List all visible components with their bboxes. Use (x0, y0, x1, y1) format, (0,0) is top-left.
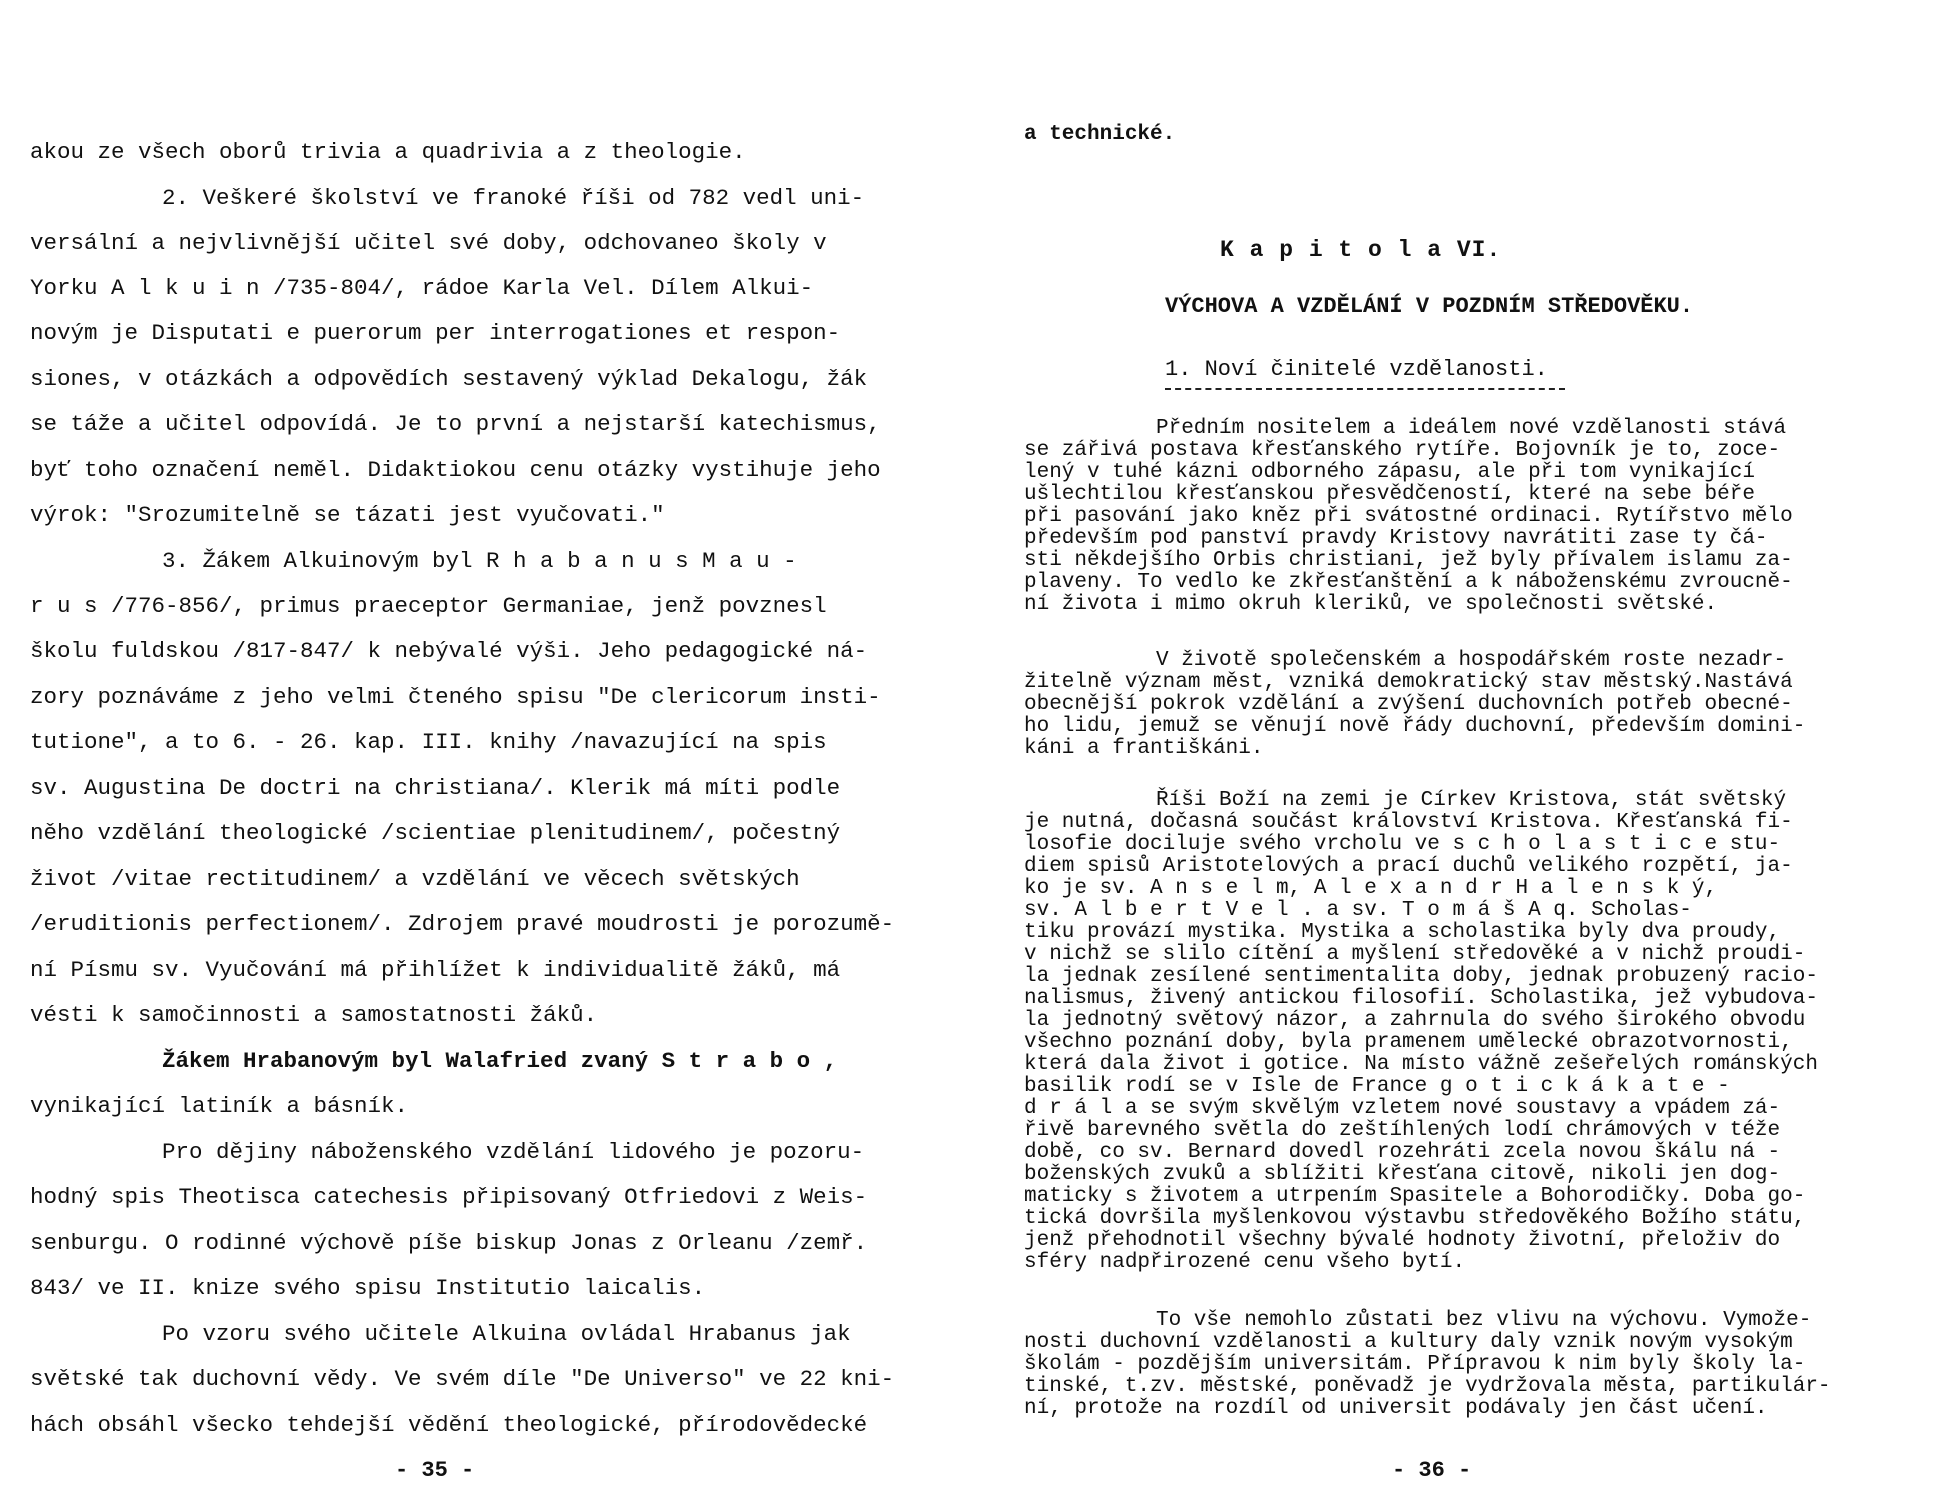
text-line: senburgu. O rodinné výchově píše biskup Jonas z Orleanu /zemř. (30, 1230, 868, 1256)
text-line: Po vzoru svého učitele Alkuina ovládal Hrabanus jak (162, 1321, 851, 1347)
text-line: při pasování jako kněz při svátostné ordinaci. Rytířstvo mělo (1024, 505, 1793, 528)
text-line: nalismus, živený antickou filosofií. Scholastika, jež vybudova- (1024, 987, 1818, 1010)
text-line: zory poznáváme z jeho velmi čteného spisu "De clericorum insti- (30, 684, 881, 710)
text-line: život /vitae rectitudinem/ a vzdělání ve věcech světských (30, 866, 800, 892)
text-line: 2. Veškeré školství ve franoké říši od 782 vedl uni- (162, 185, 865, 211)
text-line: basilik rodí se v Isle de France g o t i c k á k a t e - (1024, 1075, 1730, 1098)
text-line: školám - pozdějším universitám. Přípravou k nim byly školy la- (1024, 1353, 1806, 1376)
text-line: která dala život i gotice. Na místo vážně zešeřelých románských (1024, 1053, 1818, 1076)
text-line: žitelně význam měst, vzniká demokratický stav městský.Nastává (1024, 671, 1793, 694)
text-line: vésti k samočinnosti a samostatnosti žáků. (30, 1002, 598, 1028)
section-heading: 1. Noví činitelé vzdělanosti. (1165, 357, 1548, 382)
text-line: vynikající latiník a básník. (30, 1093, 409, 1119)
text-line: ho lidu, jemuž se věnují nově řády duchovní, především domini- (1024, 715, 1806, 738)
chapter-heading: K a p i t o l a VI. (1220, 237, 1502, 263)
text-line: ní života i mimo okruh kleriků, ve společnosti světské. (1024, 593, 1718, 616)
text-line: versální a nejvlivnější učitel své doby, odchovaneo školy v (30, 230, 827, 256)
text-line: hodný spis Theotisca catechesis připisovaný Otfriedovi z Weis- (30, 1184, 868, 1210)
text-line: novým je Disputati e puerorum per interrogationes et respon- (30, 320, 841, 346)
text-line: 843/ ve II. knize svého spisu Institutio laicalis. (30, 1275, 706, 1301)
text-line: něho vzdělání theologické /scientiae plenitudinem/, počestný (30, 820, 841, 846)
text-line: ušlechtilou křesťanskou přesvědčeností, které na sebe béře (1024, 483, 1755, 506)
text-line: řivě barevného světla do zeštíhlených lodí chrámových v téže (1024, 1119, 1781, 1142)
text-line: a technické. (1024, 123, 1176, 146)
text-line: maticky s životem a utrpením Spasitele a Bohorodičky. Doba go- (1024, 1185, 1806, 1208)
text-line: tutione", a to 6. - 26. kap. III. knihy /navazující na spis (30, 729, 827, 755)
text-line: ní Písmu sv. Vyučování má přihlížet k individualitě žáků, má (30, 957, 841, 983)
text-line: r u s /776-856/, primus praeceptor Germaniae, jenž povznesl (30, 593, 827, 619)
page-number: - 36 - (1392, 1458, 1472, 1483)
text-line: hách obsáhl všecko tehdejší vědění theologické, přírodovědecké (30, 1412, 868, 1438)
text-line: školu fuldskou /817-847/ k nebývalé výši. Jeho pedagogické ná- (30, 638, 868, 664)
text-line: se táže a učitel odpovídá. Je to první a nejstarší katechismus, (30, 411, 881, 437)
text-line: la jednak zesílené sentimentalita doby, jednak probuzený racio- (1024, 965, 1818, 988)
text-line: jenž přehodnotil všechny bývalé hodnoty životní, přeloživ do (1024, 1229, 1781, 1252)
text-line: tiku provází mystika. Mystika a scholastika byly dva proudy, (1024, 921, 1781, 944)
chapter-title: VÝCHOVA A VZDĚLÁNÍ V POZDNÍM STŘEDOVĚKU. (1165, 294, 1694, 319)
text-line: sti někdejšího Orbis christiani, jež byly přívalem islamu za- (1024, 549, 1793, 572)
text-line: ní, protože na rozdíl od universit podávaly jen část učení. (1024, 1397, 1768, 1420)
text-line: siones, v otázkách a odpovědích sestavený výklad Dekalogu, žák (30, 366, 868, 392)
page-number: - 35 - (395, 1458, 475, 1483)
text-line: sv. A l b e r t V e l . a sv. T o m á š A q. Scholas- (1024, 899, 1692, 922)
text-line: především pod panství pravdy Kristovy navrátiti zase ty čá- (1024, 527, 1768, 550)
text-line: obecnější pokrok vzdělání a zvýšení duchovních potřeb obecné- (1024, 693, 1793, 716)
text-line: lený v tuhé kázni odborného zápasu, ale při tom vynikající (1024, 461, 1755, 484)
text-line: Říši Boží na zemi je Církev Kristova, stát světský (1156, 789, 1787, 812)
text-line: To vše nemohlo zůstati bez vlivu na výchovu. Vymože- (1156, 1309, 1812, 1332)
text-line: všechno poznání doby, byla pramenem umělecké obrazotvornosti, (1024, 1031, 1793, 1054)
text-line: Yorku A l k u i n /735-804/, rádoe Karla Vel. Dílem Alkui- (30, 275, 814, 301)
text-line: Pro dějiny náboženského vzdělání lidového je pozoru- (162, 1139, 865, 1165)
text-line: je nutná, dočasná součást království Kristova. Křesťanská fi- (1024, 811, 1793, 834)
text-line: tická dovršila myšlenkovou výstavbu středověkého Božího státu, (1024, 1207, 1806, 1230)
text-line: losofie dociluje svého vrcholu ve s c h o l a s t i c e stu- (1024, 833, 1781, 856)
text-line: /eruditionis perfectionem/. Zdrojem pravé moudrosti je porozumě- (30, 911, 895, 937)
section-divider (1165, 388, 1565, 390)
text-line: nosti duchovní vzdělanosti a kultury daly vznik novým vysokým (1024, 1331, 1793, 1354)
text-line: diem spisů Aristotelových a prací duchů velikého rozpětí, ja- (1024, 855, 1793, 878)
text-line: se zářivá postava křesťanského rytíře. Bojovník je to, zoce- (1024, 439, 1781, 462)
text-line: V životě společenském a hospodářském roste nezadr- (1156, 649, 1787, 672)
text-line: výrok: "Srozumitelně se tázati jest vyučovati." (30, 502, 665, 528)
text-line: sféry nadpřirozené cenu všeho bytí. (1024, 1251, 1466, 1274)
right-page (1000, 0, 1942, 1500)
text-line: plaveny. To vedlo ke zkřesťanštění a k náboženskému zvroucně- (1024, 571, 1793, 594)
text-line: byť toho označení neměl. Didaktiokou cenu otázky vystihuje jeho (30, 457, 881, 483)
text-line: boženských zvuků a sblížiti křesťana citově, nikoli jen dog- (1024, 1163, 1781, 1186)
text-line: tinské, t.zv. městské, poněvadž je vydržovala města, partikulár- (1024, 1375, 1831, 1398)
text-line: Žákem Hrabanovým byl Walafried zvaný S t r a b o , (162, 1048, 838, 1074)
left-page (0, 0, 960, 1500)
text-line: 3. Žákem Alkuinovým byl R h a b a n u s M a u - (162, 548, 797, 574)
text-line: káni a františkáni. (1024, 737, 1264, 760)
text-line: sv. Augustina De doctri na christiana/. Klerik má míti podle (30, 775, 841, 801)
text-line: la jednotný světový názor, a zahrnula do svého širokého obvodu (1024, 1009, 1806, 1032)
text-line: světské tak duchovní vědy. Ve svém díle "De Universo" ve 22 kni- (30, 1366, 895, 1392)
text-line: d r á l a se svým skvělým vzletem nové soustavy a vpádem zá- (1024, 1097, 1781, 1120)
text-line: době, co sv. Bernard dovedl rozehráti zcela novou škálu ná - (1024, 1141, 1781, 1164)
text-line: Předním nositelem a ideálem nové vzdělanosti stává (1156, 417, 1787, 440)
text-line: ko je sv. A n s e l m, A l e x a n d r H a l e n s k ý, (1024, 877, 1718, 900)
text-line: v nichž se slilo cítění a myšlení středověké a v nichž proudi- (1024, 943, 1806, 966)
text-line: akou ze všech oborů trivia a quadrivia a z theologie. (30, 139, 746, 165)
